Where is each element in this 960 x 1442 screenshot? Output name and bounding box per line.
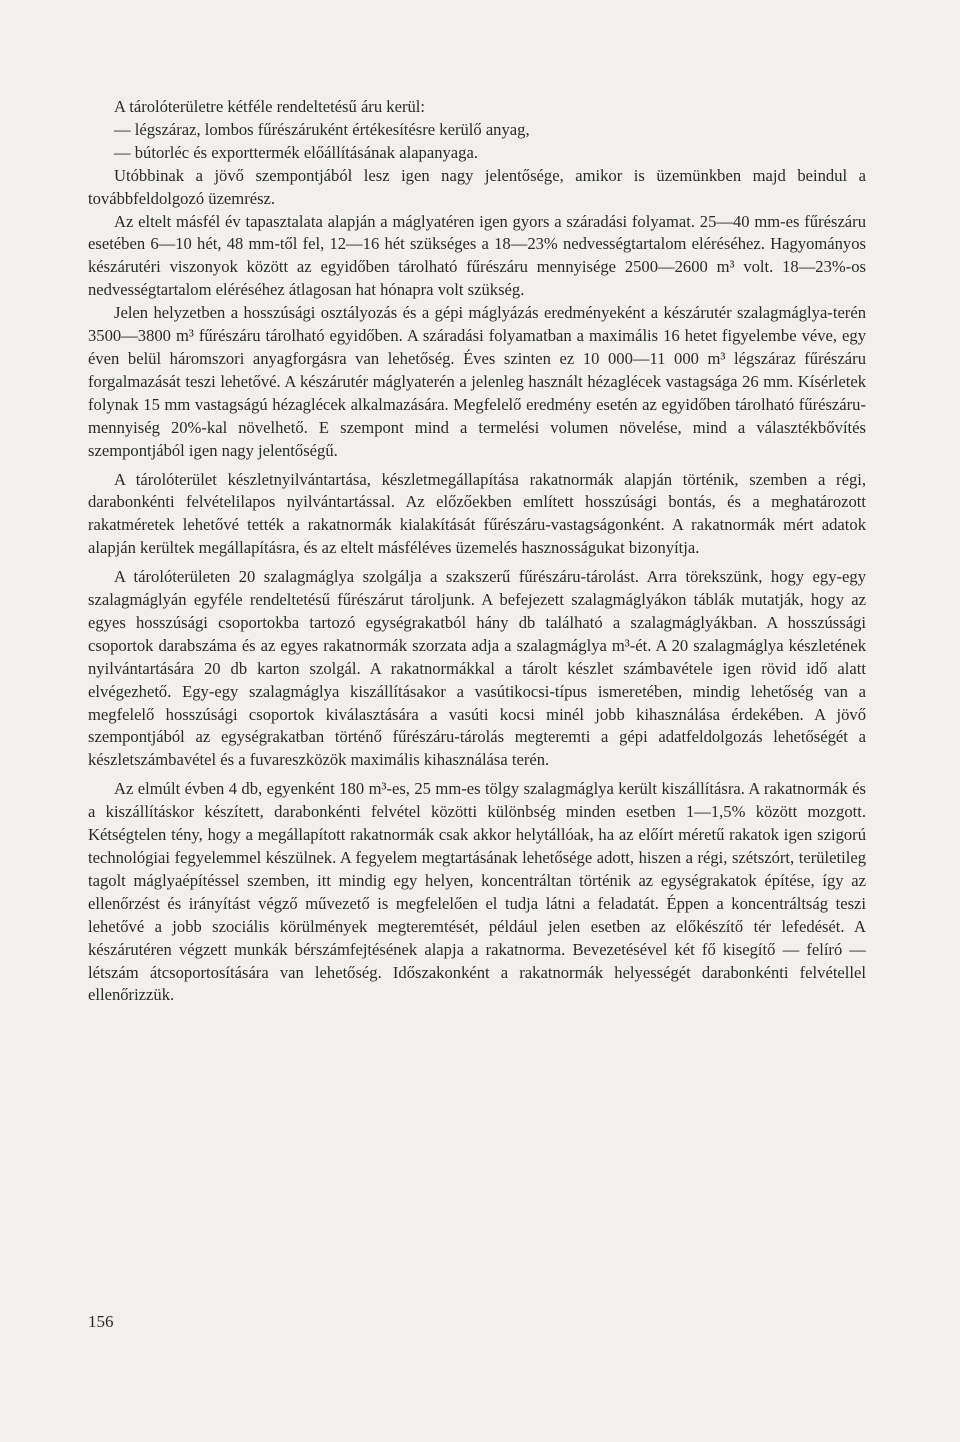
page-number: 156	[88, 1312, 114, 1331]
paragraph: Utóbbinak a jövő szempontjából lesz igen nagy jelentősége, amikor is üzemünkben majd beindul a továbbfeldolgozó üzemrész.	[88, 165, 866, 208]
page-body	[88, 96, 866, 1007]
list-item: — légszáraz, lombos fűrészáruként értékesítésre kerülő anyag,	[114, 119, 530, 139]
paragraph: A tárolóterület készletnyilvántartása, készletmegállapítása rakatnormák alapján történik, szemben a régi, darabonkénti felvételilapos nyilvántartással. Az előzőekben említett hosszúsági bontás, és a meghatározott rakatméretek lehetővé tették a rakatnormák kialakítását fűrészáru-vastagságonként. A rakatnormák mért adatok alapján kerültek megállapításra, és az eltelt másféléves üzemelés hasznosságukat bizonyítja.	[88, 469, 866, 558]
paragraph: A tárolóterületen 20 szalagmáglya szolgálja a szakszerű fűrészáru-tárolást. Arra törekszünk, hogy egy-egy szalagmáglyán egyféle rendeltetésű fűrészárut tároljunk. A befejezett szalagmáglyákon táblák mutatják, hogy az egyes hosszúsági csoportokba tartozó egységrakatból hány db található a szalagmáglyákban. A hosszússági csoportok darabszáma és az egyes rakatnormák szorzata adja a szalagmáglya m³-ét. A 20 szalagmáglya készletének nyilvántartására 20 db karton szolgál. A rakatnormákkal a tárolt készlet számbavétele igen rövid idő alatt elvégezhető. Egy-egy szalagmáglya kiszállításakor a vasútikocsi-típus ismeretében, mindig lehetőség van a megfelelő hosszúsági csoportok kiválasztására a vasúti kocsi minél jobb kihasználása érdekében. A jövő szempontjából az egységrakatban történő fűrészáru-tárolás megteremti a gépi adatfeldolgozás lehetőségét a készletszámbavétel és a fuvareszközök maximális kihasználása terén.	[88, 567, 866, 770]
list-item: — bútorléc és exporttermék előállításának alapanyaga.	[114, 142, 478, 162]
paragraph: Jelen helyzetben a hosszúsági osztályozás és a gépi máglyázás eredményeként a készárutér szalagmáglya-terén 3500—3800 m³ fűrészáru tárolható egyidőben. A száradási folyamatban a maximális 16 hetet figyelembe véve, egy éven belül háromszori anyagforgásra van lehetőség. Éves szinten ez 10 000—11 000 m³ légszáraz fűrészáru forgalmazását teszi lehetővé. A készárutér máglyaterén a jelenleg használt hézaglécek vastagsága 26 mm. Kísérletek folynak 15 mm vastagságú hézaglécek alkalmazására. Megfelelő eredmény esetén az egyidőben tárolható fűrészáru-mennyiség 20%-kal növelhető. E szempont mind a termelési volumen növelése, mind a választékbővítés szempontjából igen nagy jelentőségű.	[88, 303, 866, 460]
intro-paragraph: A tárolóterületre kétféle rendeltetésű áru kerül:	[114, 97, 425, 116]
paragraph: Az eltelt másfél év tapasztalata alapján a máglyatéren igen gyors a száradási folyamat. 25—40 mm-es fűrészáru esetében 6—10 hét, 48 mm-től fel, 12—16 hét szükséges a 18—23% nedvességtartalom eléréséhez. Hagyományos készárutéri viszonyok között az egyidőben tárolható fűrészáru mennyisége 2500—2600 m³ volt. 18—23%-os nedvességtartalom eléréséhez átlagosan hat hónapra volt szükség.	[88, 211, 866, 300]
paragraph: Az elmúlt évben 4 db, egyenként 180 m³-es, 25 mm-es tölgy szalagmáglya került kiszállításra. A rakatnormák és a kiszállításkor készített, darabonkénti felvétel közötti különbség minden esetben 1—1,5% között mozgott. Kétségtelen tény, hogy a megállapított rakatnormák csak akkor helytállóak, ha az előírt méretű rakatok igen szigorú technológiai fegyelemmel készülnek. A fegyelem megtartásának lehetősége adott, hiszen a régi, szétszórt, területileg tagolt máglyaépítéssel szemben, itt mindig egy helyen, koncentráltan történik az egységrakatok építése, így az ellenőrzést és irányítást végző művezető is megfelelően el tudja látni a feladatát. Éppen a koncentráltság teszi lehetővé a jobb szociális körülmények megteremtését, például jelen esetben az előkészítő tér lefedését. A készárutéren végzett munkák bérszámfejtésének alapja a rakatnorma. Bevezetésével két fő kisegítő — felíró — létszám átcsoportosítására van lehetőség. Időszakonként a rakatnormák helyességét darabonkénti felvétellel ellenőrizzük.	[88, 779, 866, 1005]
